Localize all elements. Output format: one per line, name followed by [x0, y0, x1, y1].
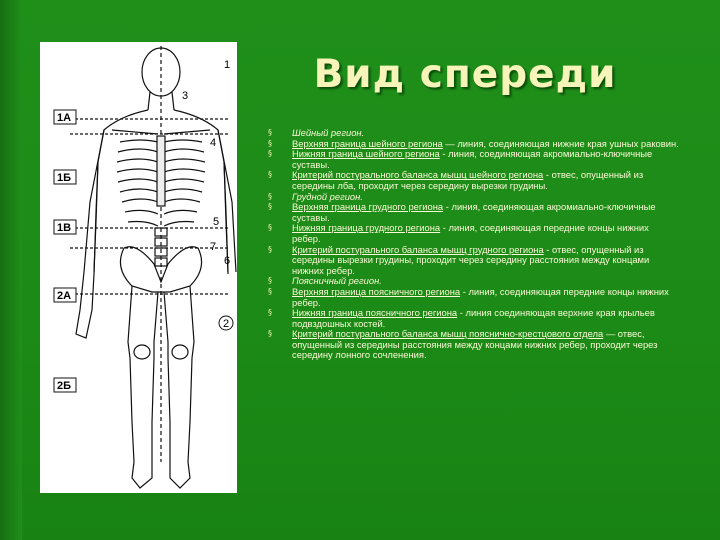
- left-region-labels: [54, 110, 76, 392]
- bullet-marker-icon: §: [268, 223, 272, 233]
- region-label-1b: 1Б: [57, 172, 72, 184]
- bullet-list: [268, 128, 680, 361]
- bullet-term: Нижняя граница шейного региона: [292, 148, 440, 160]
- bullet-term: Критерий постурального баланса мышц шейного региона: [292, 169, 544, 181]
- region-label-2a: 2А: [57, 290, 72, 302]
- bullet-heading: Грудной регион.: [292, 190, 363, 202]
- bullet-text: — отвес, опущенный из середины расстояния между концами нижних ребер, проходит через середину лонного сочленения.: [292, 328, 658, 361]
- right-knee: [172, 345, 188, 359]
- region-label-1v: 1В: [57, 222, 72, 234]
- number-label-3: 3: [182, 90, 189, 102]
- bullet-item: [268, 223, 680, 244]
- bullet-item: [268, 308, 680, 329]
- bullet-marker-icon: §: [268, 202, 272, 212]
- bullet-text: - линия, соединяющая передние концы нижних ребер.: [292, 285, 669, 308]
- bullet-marker-icon: §: [268, 191, 272, 201]
- bullet-marker-icon: §: [268, 149, 272, 159]
- bullet-marker-icon: §: [268, 170, 272, 180]
- right-leg: [164, 286, 194, 462]
- bullet-marker-icon: §: [268, 276, 272, 286]
- left-knee: [134, 345, 150, 359]
- region-label-1a: 1А: [57, 112, 72, 124]
- number-label-1: 1: [224, 59, 231, 71]
- sternum: [157, 136, 165, 206]
- bullet-term: Нижняя граница поясничного региона: [292, 307, 458, 319]
- bullet-text: - линия, соединяющая акромиально-ключичные суставы.: [292, 148, 653, 170]
- number-label-2: 2: [223, 318, 230, 330]
- left-leg: [128, 286, 158, 462]
- bullet-text: - отвес, опущенный из середины лба, проходит через середину вырезки грудины.: [292, 169, 644, 191]
- bullet-text: — линия, соединяющая нижние края ушных раковин.: [442, 137, 679, 149]
- bullet-text: - линия соединяющая верхние края крыльев подвздошных костей.: [292, 307, 655, 329]
- bullet-heading: Поясничный регион.: [292, 275, 382, 287]
- region-label-2b: 2Б: [57, 380, 72, 392]
- bullet-text: - линия, соединяющая передние концы нижних ребер.: [292, 222, 649, 244]
- slide-title: Вид спереди: [313, 52, 617, 97]
- bullet-item: [268, 149, 680, 170]
- bullet-item: [268, 329, 680, 361]
- right-arm: [218, 130, 236, 274]
- anatomy-figure: [40, 42, 237, 493]
- left-foot: [132, 462, 152, 488]
- bullet-heading: Шейный регион.: [292, 127, 365, 138]
- bullet-item: [268, 170, 680, 191]
- bullet-marker-icon: §: [268, 329, 272, 339]
- number-label-4: 4: [210, 137, 217, 149]
- anatomy-figure-panel: [40, 42, 237, 493]
- bullet-marker-icon: §: [268, 244, 272, 254]
- bullet-text: - отвес, опущенный из середины вырезки грудины, проходит через середину расстояния между концами нижних ребер.: [292, 243, 650, 276]
- left-arm: [80, 130, 104, 310]
- left-hand: [76, 310, 92, 338]
- number-label-5: 5: [213, 216, 220, 228]
- bullet-term: Верхняя граница грудного региона: [292, 201, 444, 213]
- bullet-term: Критерий постурального баланса мышц пояснично-крестцового отдела: [292, 328, 604, 340]
- lumbar-spine: [155, 228, 167, 266]
- right-foot: [170, 462, 190, 488]
- bullet-item: [268, 202, 680, 223]
- left-decorative-stripe: [0, 0, 22, 540]
- bullet-item: [268, 287, 680, 308]
- bullet-term: Критерий постурального баланса мышц грудного региона: [292, 243, 544, 255]
- bullet-marker-icon: §: [268, 286, 272, 296]
- bullet-item: [268, 245, 680, 277]
- number-label-6: 6: [224, 255, 231, 267]
- neck-outline: [148, 92, 174, 110]
- bullet-term: Верхняя граница шейного региона: [292, 137, 443, 149]
- number-label-7: 7: [210, 241, 217, 253]
- bullet-marker-icon: §: [268, 138, 272, 148]
- bullet-text: - линия, соединяющая акромиально-ключичные суставы.: [292, 201, 656, 223]
- bullet-term: Верхняя граница поясничного региона: [292, 285, 461, 297]
- bullet-marker-icon: §: [268, 128, 272, 137]
- bullet-marker-icon: §: [268, 308, 272, 318]
- bullet-term: Нижняя граница грудного региона: [292, 222, 441, 234]
